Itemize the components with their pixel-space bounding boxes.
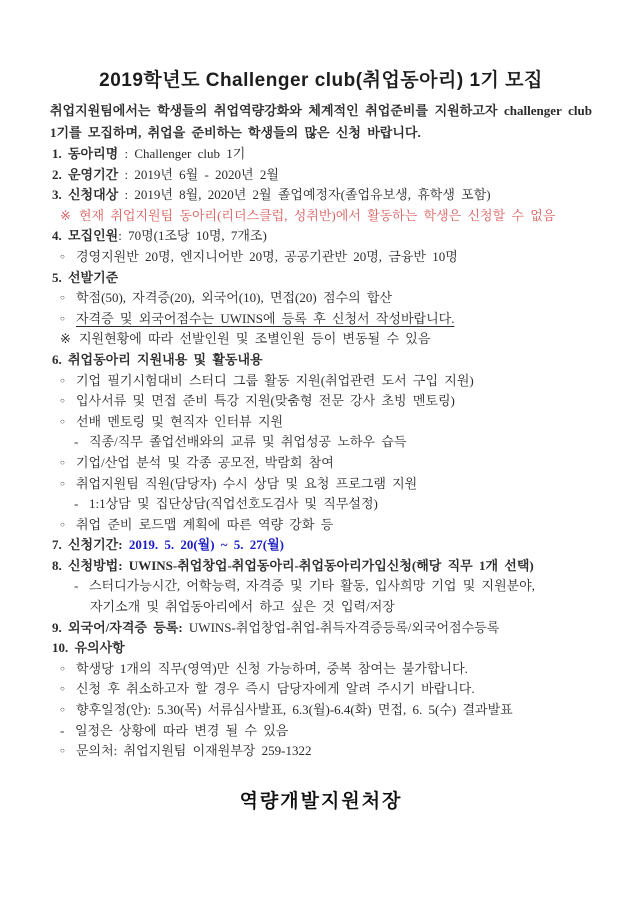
doc-text: 8. 신청방법: UWINS-취업창업-취업동아리-취업동아리가입신청(해당 직무 1개 선택) [52, 557, 534, 573]
doc-text: 2019. 5. 20(월) ~ 5. 27(월) [122, 537, 285, 553]
doc-text: 향후일정(안): 5.30(목) 서류심사발표, 6.3(월)-6.4(화) 면접, 6. 5(수) 결과발표 [76, 702, 513, 718]
doc-line [50, 206, 592, 227]
doc-line [50, 474, 592, 495]
doc-text: 취업 준비 로드맵 계획에 따른 역량 강화 등 [76, 516, 334, 532]
doc-line [50, 165, 592, 186]
doc-line [50, 309, 592, 330]
doc-text: 학점(50), 자격증(20), 외국어(10), 면접(20) 점수의 합산 [76, 290, 393, 306]
doc-text: 자격증 및 외국어점수는 UWINS에 등록 후 신청서 작성바랍니다. [76, 310, 455, 326]
doc-line [50, 679, 592, 700]
list-marker: ○ [60, 416, 65, 426]
doc-line [50, 741, 592, 762]
list-marker: ○ [60, 705, 65, 715]
doc-text: 1. 동아리명 [52, 146, 119, 161]
doc-line [50, 268, 592, 289]
doc-line [50, 185, 592, 206]
document-body [50, 144, 592, 762]
doc-line [50, 453, 592, 474]
doc-line [50, 247, 592, 268]
doc-text: 지원현황에 따라 선발인원 및 조별인원 등이 변동될 수 있음 [79, 331, 431, 347]
doc-line [50, 700, 592, 721]
list-marker: ○ [60, 457, 65, 467]
doc-line [50, 432, 592, 453]
doc-line [50, 288, 592, 309]
list-marker: ○ [60, 663, 65, 673]
list-marker: ○ [60, 396, 65, 406]
doc-line [50, 618, 592, 639]
doc-line [50, 659, 592, 680]
doc-text: 직종/직무 졸업선배와의 교류 및 취업성공 노하우 습득 [89, 434, 407, 450]
list-marker: ※ [60, 207, 71, 223]
doc-text: 스터디가능시간, 어학능력, 자격증 및 기타 활동, 입사희망 기업 및 지원분야, [89, 578, 535, 594]
doc-text: 10. 유의사항 [52, 640, 125, 656]
signature-line: 역량개발지원처장 [239, 790, 403, 812]
doc-line [50, 350, 592, 371]
doc-text: 기업/산업 분석 및 각종 공모전, 박람회 참여 [76, 454, 334, 470]
doc-line [50, 494, 592, 515]
doc-text: 3. 신청대상 [52, 187, 119, 203]
doc-text: 선배 멘토링 및 현직자 인터뷰 지원 [76, 413, 284, 429]
list-marker: ○ [60, 313, 65, 323]
doc-text: 경영지원반 20명, 엔지니어반 20명, 공공기관반 20명, 금융반 10명 [76, 248, 458, 264]
list-marker: - [74, 578, 79, 594]
list-marker: ○ [60, 251, 65, 261]
list-marker: - [60, 722, 65, 738]
doc-text: 자기소개 및 취업동아리에서 하고 싶은 것 입력/저장 [90, 599, 395, 615]
doc-text: 입사서류 및 면접 준비 특강 지원(맞춤형 전문 강사 초빙 멘토링) [76, 393, 455, 409]
doc-text: : 70명(1조당 10명, 7개조) [118, 228, 267, 244]
doc-line [50, 391, 592, 412]
doc-text: 기업 필기시험대비 스터디 그룹 활동 지원(취업관련 도서 구입 지원) [76, 372, 474, 388]
doc-line [50, 515, 592, 536]
intro-paragraph: 취업지원팀에서는 학생들의 취업역량강화와 체계적인 취업준비를 지원하고자 challenger club 1기를 모집하며, 취업을 준비하는 학생들의 많은 신청 바랍니다. [50, 103, 592, 140]
doc-line [50, 638, 592, 659]
doc-text: UWINS-취업창업-취업-취득자격증등록/외국어점수등록 [182, 619, 500, 635]
doc-line [50, 535, 592, 556]
doc-line [50, 721, 592, 742]
doc-text: 7. 신청기간: [52, 537, 123, 553]
list-marker: ○ [60, 375, 65, 385]
doc-text: 1:1상담 및 집단상담(직업선호도검사 및 직무설정) [89, 496, 378, 512]
list-marker: ○ [60, 478, 65, 488]
doc-text: 9. 외국어/자격증 등록: [52, 619, 183, 635]
doc-text: : 2019년 6월 - 2020년 2월 [118, 166, 279, 182]
list-marker: - [74, 496, 79, 512]
doc-text: 5. 선발기준 [52, 269, 119, 285]
doc-text: 문의처: 취업지원팀 이재원부장 259-1322 [76, 743, 312, 759]
doc-line [50, 597, 592, 618]
page-title: 2019학년도 Challenger club(취업동아리) 1기 모집 [99, 70, 543, 91]
doc-text: 일정은 상황에 따라 변경 될 수 있음 [75, 722, 289, 738]
list-marker: ※ [60, 331, 71, 347]
doc-text: 2. 운영기간 [52, 166, 119, 182]
doc-text: 취업지원팀 직원(담당자) 수시 상담 및 요청 프로그램 지원 [76, 475, 418, 491]
list-marker: - [74, 434, 79, 450]
doc-line [50, 329, 592, 350]
doc-text: 신청 후 취소하고자 할 경우 즉시 담당자에게 알려 주시기 바랍니다. [76, 681, 475, 697]
doc-text: 현재 취업지원팀 동아리(리더스클럽, 성취반)에서 활동하는 학생은 신청할 수 없음 [79, 207, 556, 223]
doc-text: 4. 모집인원 [52, 228, 119, 244]
doc-line [50, 556, 592, 577]
list-marker: ○ [60, 293, 65, 303]
doc-text: : 2019년 8월, 2020년 2월 졸업예정자(졸업유보생, 휴학생 포함) [118, 187, 491, 203]
doc-line [50, 412, 592, 433]
doc-text: 6. 취업동아리 지원내용 및 활동내용 [52, 351, 263, 367]
list-marker: ○ [60, 746, 65, 756]
doc-line [50, 576, 592, 597]
list-marker: ○ [60, 684, 65, 694]
doc-line [50, 226, 592, 247]
doc-line [50, 144, 592, 165]
doc-text: : Challenger club 1기 [118, 146, 246, 161]
doc-line [50, 371, 592, 392]
list-marker: ○ [60, 519, 65, 529]
doc-text: 학생당 1개의 직무(영역)만 신청 가능하며, 중복 참여는 불가합니다. [76, 660, 468, 676]
